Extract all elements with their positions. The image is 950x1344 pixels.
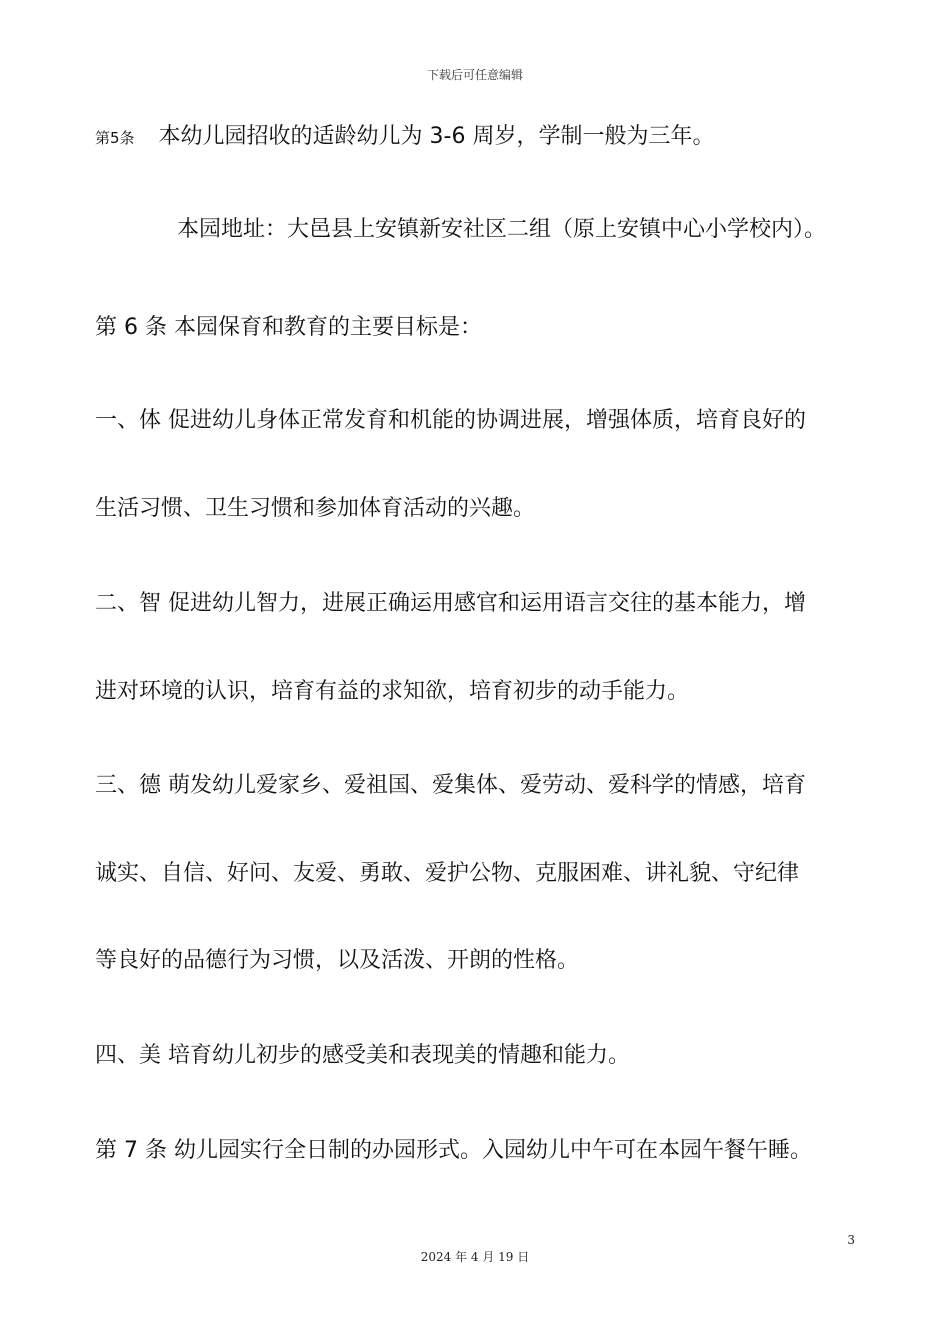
- goal-2-line-2: 进对环境的认识，培育有益的求知欲，培育初步的动手能力。: [95, 679, 690, 704]
- article-6-heading: 第 6 条 本园保育和教育的主要目标是：: [95, 315, 482, 340]
- page-number: 3: [847, 1233, 855, 1247]
- footer-date: 2024 年 4 月 19 日: [420, 1250, 530, 1264]
- article-5-text: 本幼儿园招收的适龄幼儿为 3-6 周岁，学制一般为三年。: [158, 124, 715, 149]
- article-5-line: [95, 122, 714, 153]
- address-line: 本园地址：大邑县上安镇新安社区二组（原上安镇中心小学校内）。: [177, 217, 827, 242]
- goal-4-line-1: 四、美 培育幼儿初步的感受美和表现美的情趣和能力。: [95, 1043, 630, 1068]
- goal-3-line-3: 等良好的品德行为习惯，以及活泼、开朗的性格。: [95, 948, 580, 973]
- goal-3-line-2: 诚实、自信、好问、友爱、勇敢、爱护公物、克服困难、讲礼貌、守纪律: [95, 861, 800, 886]
- article-5-number: 第5条: [95, 129, 135, 147]
- header-note: 下载后可任意编辑: [426, 68, 523, 82]
- goal-3-line-1: 三、德 萌发幼儿爱家乡、爱祖国、爱集体、爱劳动、爱科学的情感，培育: [95, 773, 806, 798]
- goal-2-line-1: 二、智 促进幼儿智力，进展正确运用感官和运用语言交往的基本能力，增: [95, 591, 806, 616]
- goal-1-line-2: 生活习惯、卫生习惯和参加体育活动的兴趣。: [95, 496, 536, 521]
- goal-1-line-1: 一、体 促进幼儿身体正常发育和机能的协调进展，增强体质，培育良好的: [95, 408, 806, 433]
- article-7-line: 第 7 条 幼儿园实行全日制的办园形式。入园幼儿中午可在本园午餐午睡。: [95, 1138, 812, 1163]
